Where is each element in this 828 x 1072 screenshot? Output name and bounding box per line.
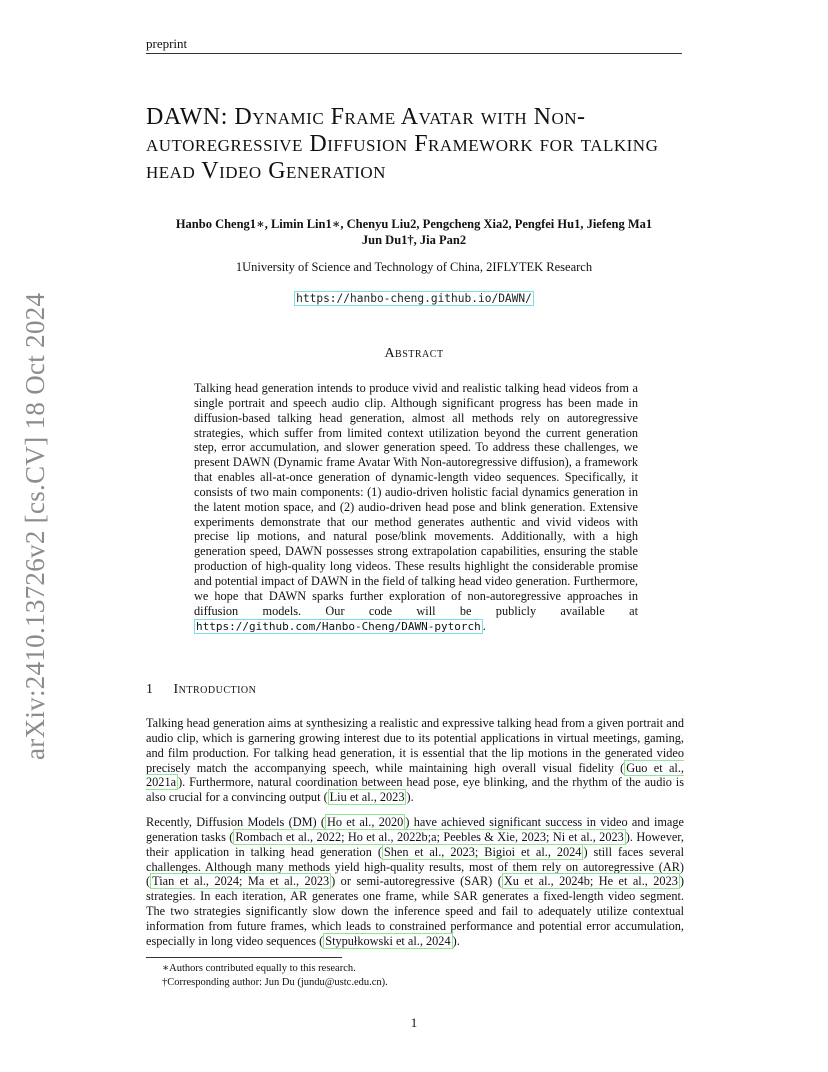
paragraph-text: ) still faces several challenges. Although many methods yield high-quality results, most of them rely on autoregressive (AR) ( [146, 844, 685, 889]
citation-link[interactable]: Guo et al., 2021a [146, 760, 684, 790]
arxiv-identifier: arXiv:2410.13726v2 [cs.CV] 18 Oct 2024 [20, 292, 50, 760]
citation-link[interactable]: Stypułkowski et al., 2024 [325, 933, 451, 948]
code-url-link[interactable]: https://github.com/Hanbo-Cheng/DAWN-pytorch [196, 619, 481, 633]
paragraph-text: ). [406, 790, 414, 805]
citation-link[interactable]: Tian et al., 2024; Ma et al., 2023 [152, 874, 330, 889]
paragraph-text: ) strategies. In each iteration, AR generates one frame, while SAR generates a fixed-length video segment. The two strategies significantly slow down the inference speed and fail to adequately utilize contextual information from future frames, which leads to constrained performance and potential error accumulation, especially in long video sequences ( [146, 874, 684, 948]
paragraph-text: Recently, Diffusion Models (DM) ( [146, 815, 325, 829]
section-number: 1 [146, 682, 154, 697]
authors-line-1: Hanbo Cheng1∗, Limin Lin1∗, Chenyu Liu2, Pengcheng Xia2, Pengfei Hu1, Jiefeng Ma1 [175, 217, 653, 231]
abstract-text: Talking head generation intends to produce vivid and realistic talking head videos from a single portrait and speech audio clip. Although significant progress has been made in diffusion-based talking head generation, almost all methods rely on autoregressive strategies, which suffer from limited context utilization beyond the current generation step, error accumulation, and slower generation speed. To address these challenges, we present DAWN (Dynamic frame Avatar With Non-autoregressive diffusion), a framework that enables all-at-once generation of dynamic-length video sequences. Specifically, it consists of two main components: (1) audio-driven holistic facial dynamics generation in the latent motion space, and (2) audio-driven head pose and blink generation. Extensive experiments demonstrate that our method generates authentic and vivid videos with precise lip motions, and natural pose/blink movements. Additionally, with a high generation speed, DAWN possesses strong extrapolation capabilities, ensuring the stable production of high-quality long videos. These results highlight the considerable promise and potential impact of DAWN in the field of talking head video generation. Furthermore, we hope that DAWN sparks further exploration of non-autoregressive approaches in diffusion models. Our code will be publicly available at [194, 381, 638, 618]
citation-link[interactable]: Rombach et al., 2022; Ho et al., 2022b;a; Peebles & Xie, 2023; Ni et al., 2023 [235, 829, 624, 844]
intro-paragraph-2 [146, 815, 684, 949]
paragraph-text: ) have achieved significant success in video and image generation tasks ( [146, 815, 684, 844]
footnote-equal-contribution: ∗Authors contributed equally to this research. [162, 963, 356, 974]
citation-link[interactable]: Xu et al., 2024b; He et al., 2023 [503, 874, 678, 889]
header-rule [146, 53, 682, 54]
project-url-link[interactable]: https://hanbo-cheng.github.io/DAWN/ [296, 292, 532, 305]
section-heading [146, 682, 256, 698]
page-number: 1 [410, 1015, 418, 1030]
affiliation: 1University of Science and Technology of China, 2IFLYTEK Research [235, 260, 593, 274]
paragraph-text: ). [452, 933, 460, 948]
running-head: preprint [146, 36, 188, 51]
abstract-heading: Abstract [384, 346, 444, 361]
citation-link[interactable]: Ho et al., 2020 [326, 815, 404, 829]
project-url-line [146, 289, 682, 307]
footnote-rule [146, 957, 342, 958]
paragraph-text: ). Furthermore, natural coordination between head pose, eye blinking, and the rhythm of the audio is also crucial for a convincing output ( [146, 775, 684, 805]
paragraph-text: ) or semi-autoregressive (SAR) ( [331, 874, 502, 889]
abstract-body: Talking head generation intends to produce vivid and realistic talking head videos from a single portrait and speech audio clip. Although significant progress has been made in diffusion-based talking head generation, almost all methods rely on autoregressive strategies, which suffer from limited context utilization beyond the current generation step, error accumulation, and slower generation speed. To address these challenges, we present DAWN (Dynamic frame Avatar With Non-autoregressive diffusion), a framework that enables all-at-once generation of dynamic-length video sequences. Specifically, it consists of two main components: (1) audio-driven holistic facial dynamics generation in the latent motion space, and (2) audio-driven head pose and blink generation. Extensive experiments demonstrate that our method generates authentic and vivid videos with precise lip motions, and natural pose/blink movements. Additionally, with a high generation speed, DAWN possesses strong extrapolation capabilities, ensuring the stable production of high-quality long videos. These results highlight the considerable promise and potential impact of DAWN in the field of talking head video generation. Furthermore, we hope that DAWN sparks further exploration of non-autoregressive approaches in diffusion models. Our code will be publicly available at https://github.com/Hanbo-Cheng/DAWN-pytorch . [194, 381, 638, 633]
citation-link[interactable]: Liu et al., 2023 [329, 790, 405, 805]
paper-title: DAWN: Dynamic Frame Avatar with Non-autoregressive Diffusion Framework for talking head Video Generation [146, 104, 659, 184]
paragraph-text: ). However, their application in talking head generation ( [146, 829, 684, 859]
paragraph-text: Talking head generation aims at synthesizing a realistic and expressive talking head from a given portrait and audio clip, which is garnering growing interest due to its potential applications in virtual meetings, gaming, and film production. For talking head generation, it is essential that the lip motions in the generated video precisely match the accompanying speech, while maintaining high overall visual fidelity ( [146, 716, 684, 775]
author-list [146, 216, 682, 248]
section-title: Introduction [173, 682, 257, 697]
intro-paragraph-1 [146, 716, 684, 805]
footnote-corresponding-author: †Corresponding author: Jun Du (jundu@ustc.edu.cn). [162, 977, 388, 988]
citation-link[interactable]: Shen et al., 2023; Bigioi et al., 2024 [383, 844, 582, 859]
authors-line-2: Jun Du1†, Jia Pan2 [361, 233, 467, 247]
